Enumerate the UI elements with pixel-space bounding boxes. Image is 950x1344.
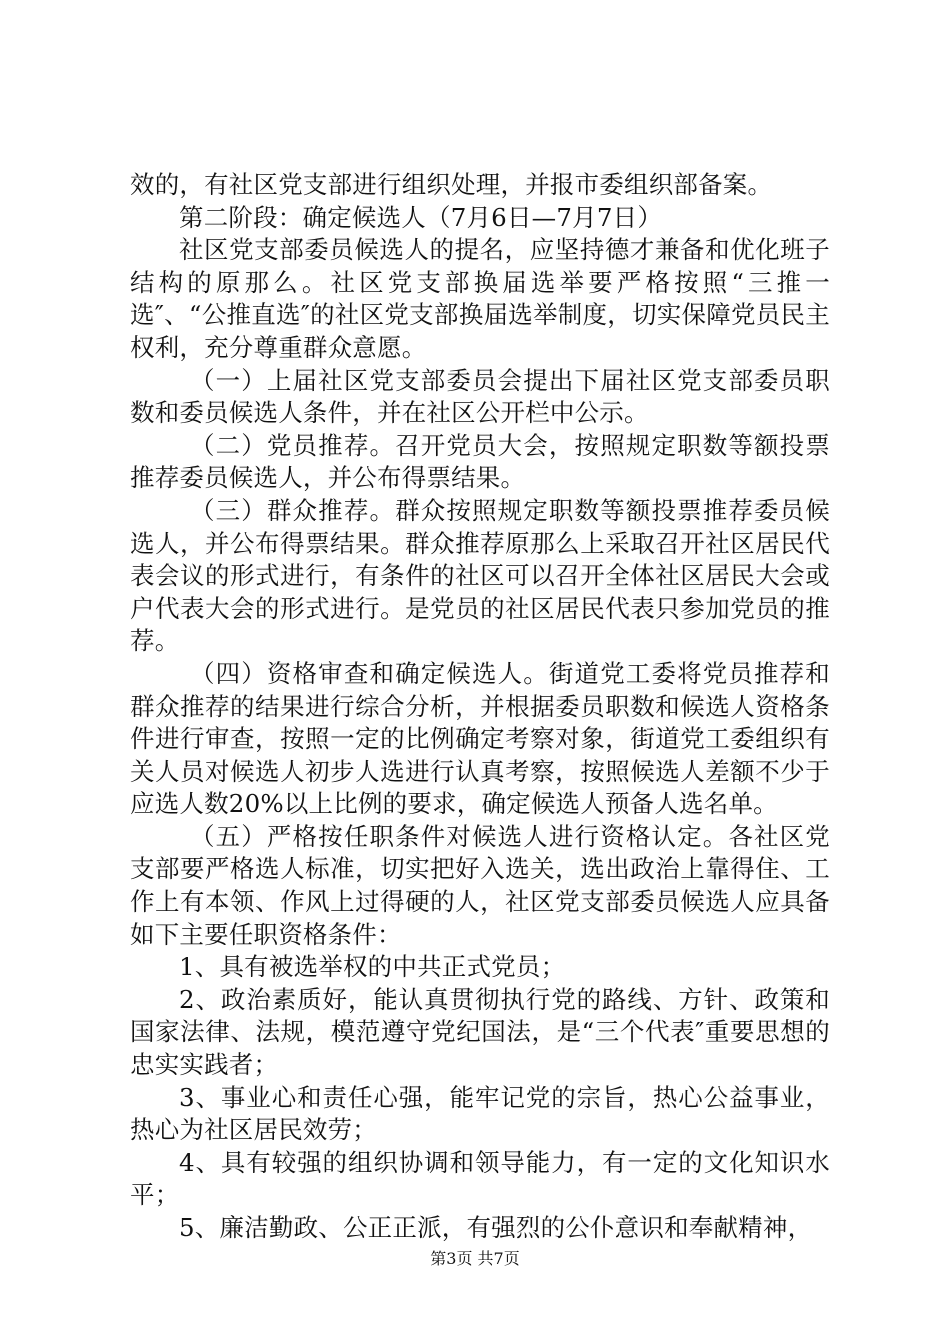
numbered-item: 1、具有被选举权的中共正式党员； xyxy=(179,952,566,982)
list-item: （二）党员推荐。召开党员大会，按照规定职数等额投票推荐委员候选人，并公布得票结果。 xyxy=(130,430,830,493)
numbered-item: 4、具有较强的组织协调和领导能力，有一定的文化知识水平； xyxy=(130,1147,830,1210)
section-heading: 第二阶段：确定候选人（7月6日—7月7日） xyxy=(179,202,663,232)
list-item: （四）资格审查和确定候选人。街道党工委将党员推荐和群众推荐的结果进行综合分析，并根据委员职数和候选人资格条件进行审查，按照一定的比例确定考察对象，街道党工委组织有关人员对候选人初步人选进行认真考察，按照候选人差额不少于应选人数20%以上比例的要求，确定候选人预备人选名单。 xyxy=(130,658,830,819)
numbered-item: 3、事业心和责任心强，能牢记党的宗旨，热心公益事业，热心为社区居民效劳； xyxy=(130,1082,830,1145)
list-item: （五）严格按任职条件对候选人进行资格认定。各社区党支部要严格选人标准，切实把好入选关，选出政治上靠得住、工作上有本领、作风上过得硬的人，社区党支部委员候选人应具备如下主要任职资格条件： xyxy=(130,821,830,949)
page-number-footer: 第3页 共7页 xyxy=(430,1249,520,1268)
body-text xyxy=(130,169,830,1245)
paragraph: 社区党支部委员候选人的提名，应坚持德才兼备和优化班子结构的原那么。社区党支部换届选举要严格按照“三推一选″、“公推直选″的社区党支部换届选举制度，切实保障党员民主权利，充分尊重群众意愿。 xyxy=(130,235,830,362)
paragraph: 效的，有社区党支部进行组织处理，并报市委组织部备案。 xyxy=(130,170,773,199)
numbered-item: 2、政治素质好，能认真贯彻执行党的路线、方针、政策和国家法律、法规，模范遵守党纪国法，是“三个代表″重要思想的忠实实践者； xyxy=(130,984,830,1080)
list-item: （三）群众推荐。群众按照规定职数等额投票推荐委员候选人，并公布得票结果。群众推荐原那么上采取召开社区居民代表会议的形式进行，有条件的社区可以召开全体社区居民大会或户代表大会的形式进行。是党员的社区居民代表只参加党员的推荐。 xyxy=(130,495,830,656)
list-item: （一）上届社区党支部委员会提出下届社区党支部委员职数和委员候选人条件，并在社区公开栏中公示。 xyxy=(130,365,830,428)
numbered-item: 5、廉洁勤政、公正正派，有强烈的公仆意识和奉献精神， xyxy=(179,1213,813,1242)
